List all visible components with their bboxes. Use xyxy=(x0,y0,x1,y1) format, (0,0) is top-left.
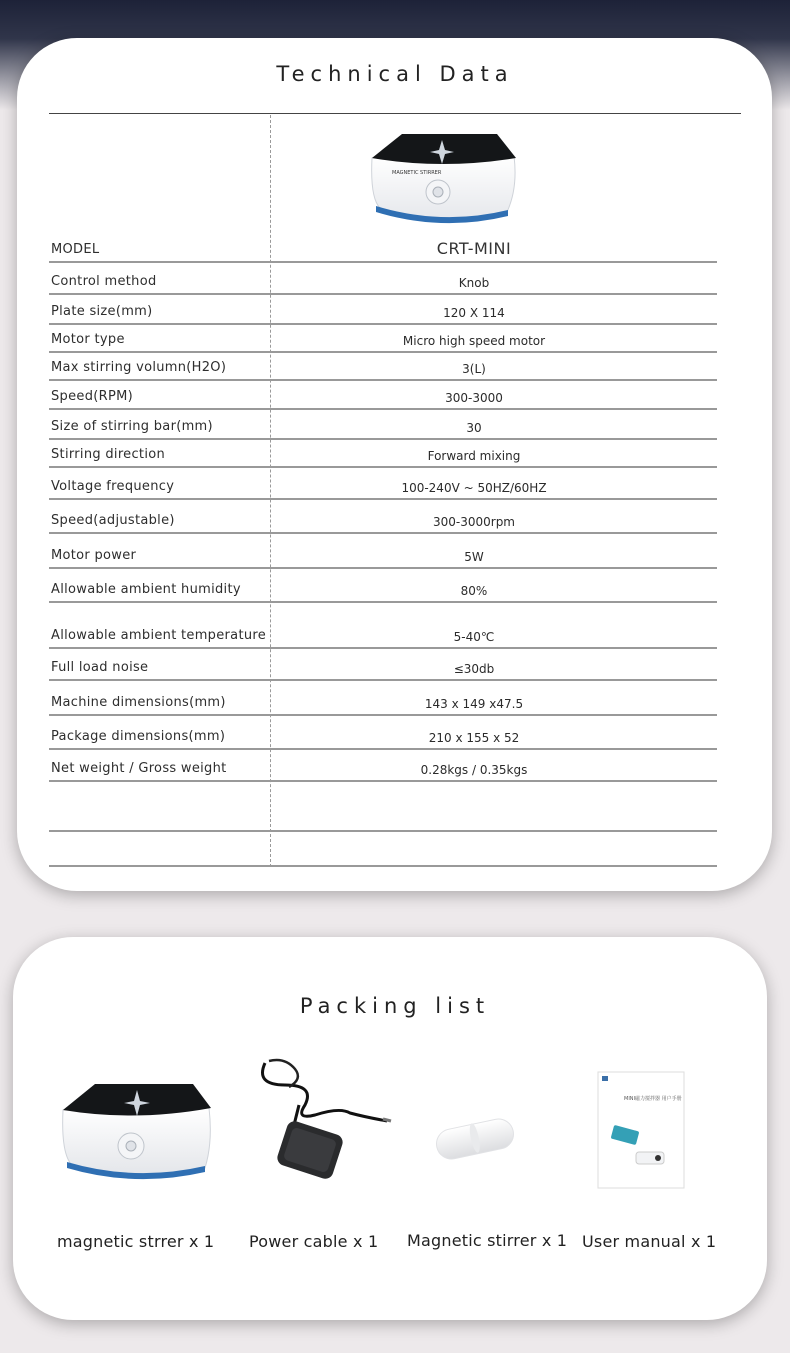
spec-row xyxy=(49,325,717,353)
spec-label: Full load noise xyxy=(51,660,149,675)
spec-label: Voltage frequency xyxy=(51,479,175,494)
spec-value: 300-3000rpm xyxy=(432,515,515,529)
magnetic-stirrer-device-icon xyxy=(55,1080,215,1180)
packing-caption-power-cable: Power cable x 1 xyxy=(249,1232,379,1251)
spec-label: Package dimensions(mm) xyxy=(51,729,226,744)
spec-row xyxy=(49,782,717,832)
spec-value: 5-40℃ xyxy=(453,630,495,644)
user-manual-icon xyxy=(596,1070,688,1192)
row-separator xyxy=(49,865,717,867)
spec-value: Micro high speed motor xyxy=(402,334,546,348)
spec-value: 120 X 114 xyxy=(443,306,505,320)
spec-label: Size of stirring bar(mm) xyxy=(51,419,213,434)
spec-label: Plate size(mm) xyxy=(51,304,153,319)
spec-label: Control method xyxy=(51,274,157,289)
spec-row xyxy=(49,410,717,440)
manual-cover-text: MINI磁力搅拌器 用户手册 xyxy=(624,1096,682,1102)
stir-bar-icon xyxy=(430,1110,520,1170)
spec-label: Max stirring volumn(H2O) xyxy=(51,360,227,375)
spec-value: 300-3000 xyxy=(445,391,503,405)
model-value: CRT-MINI xyxy=(436,239,512,258)
spec-row xyxy=(49,649,717,681)
spec-value: 80% xyxy=(460,584,488,598)
power-adapter-icon xyxy=(255,1055,395,1185)
packing-caption-stir-bar: Magnetic stirrer x 1 xyxy=(407,1231,568,1250)
spec-row xyxy=(49,569,717,603)
spec-row xyxy=(49,468,717,500)
spec-row xyxy=(49,263,717,295)
spec-row xyxy=(49,603,717,649)
table-top-rule xyxy=(49,113,741,114)
spec-label: Stirring direction xyxy=(51,447,166,462)
technical-data-title: Technical Data xyxy=(276,62,514,86)
spec-value: ≤30db xyxy=(453,662,495,676)
packing-caption-device: magnetic strrer x 1 xyxy=(57,1232,215,1251)
packing-caption-user-manual: User manual x 1 xyxy=(582,1232,717,1251)
spec-label: Speed(adjustable) xyxy=(51,513,175,528)
spec-label: Net weight / Gross weight xyxy=(51,761,227,776)
spec-row xyxy=(49,681,717,716)
packing-list-title: Packing list xyxy=(299,994,491,1018)
spec-header-row xyxy=(49,240,717,263)
spec-label: Motor type xyxy=(51,332,125,347)
spec-row xyxy=(49,295,717,325)
spec-value: Knob xyxy=(458,276,490,290)
spec-value: 3(L) xyxy=(462,362,486,376)
spec-label: Allowable ambient humidity xyxy=(51,582,241,597)
model-label: MODEL xyxy=(51,242,100,257)
spec-value: 30 xyxy=(466,421,482,435)
spec-value: 5W xyxy=(464,550,484,564)
spec-label: Machine dimensions(mm) xyxy=(51,695,226,710)
spec-row xyxy=(49,716,717,750)
spec-value: 143 x 149 x47.5 xyxy=(424,697,524,711)
spec-value: 0.28kgs / 0.35kgs xyxy=(420,763,528,777)
magnetic-stirrer-device-icon xyxy=(362,128,522,224)
spec-row xyxy=(49,440,717,468)
spec-row xyxy=(49,381,717,410)
spec-row xyxy=(49,750,717,782)
spec-label: Allowable ambient temperature xyxy=(51,628,267,643)
spec-value: 210 x 155 x 52 xyxy=(428,731,520,745)
spec-row xyxy=(49,832,717,867)
spec-value: 100-240V ~ 50HZ/60HZ xyxy=(401,481,547,495)
spec-label: Speed(RPM) xyxy=(51,389,133,404)
spec-row xyxy=(49,534,717,569)
spec-value: Forward mixing xyxy=(427,449,521,463)
spec-label: Motor power xyxy=(51,548,137,563)
spec-row xyxy=(49,500,717,534)
device-print: MAGNETIC STIRRER xyxy=(392,170,442,176)
spec-row xyxy=(49,353,717,381)
